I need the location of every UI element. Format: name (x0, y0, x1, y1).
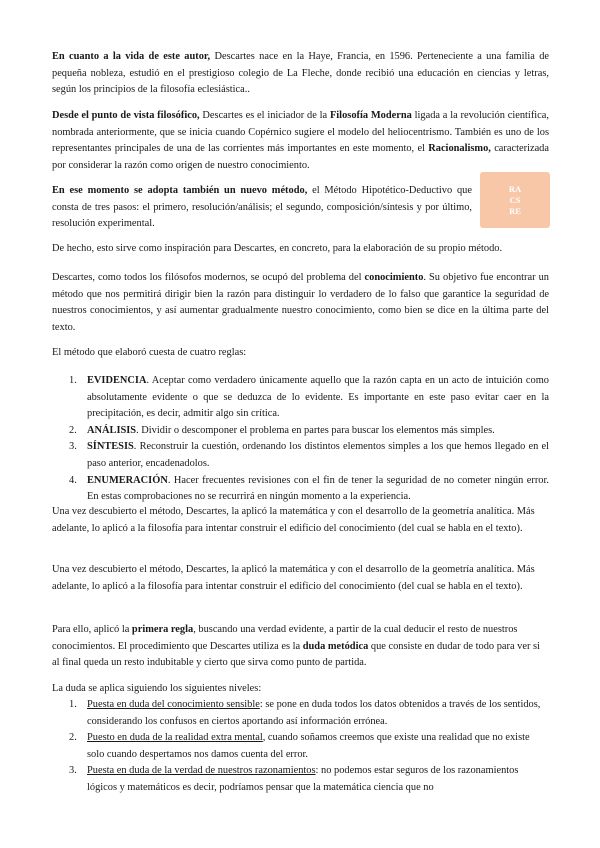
bold-term: Filosofía Moderna (329, 110, 412, 121)
paragraph-text: ligada a la revolución científica, nombrada anteriormente, que se inicia cuando Copérnico sugiere el modelo del heliocentrismo. También es uno de los representantes principales de una de las corrientes más importantes en este momento, el (52, 110, 549, 155)
rule-text: . Hacer frecuentes revisiones con el fin de tener la seguridad de no cometer ningún error. En estas comprobaciones no se recurrirá en ningún momento a la experiencia. (87, 474, 549, 503)
paragraph-application: Una vez descubierto el método, Descartes, la aplicó la matemática y con el desarrollo de la geometría analítica. Más adelante, lo aplicó a la filosofía para intentar construir el edificio del conocimiento (del cual se habla en el texto). (52, 506, 535, 534)
paragraph-application-repeat: Una vez descubierto el método, Descartes, la aplicó la matemática y con el desarrollo de la geometría analítica. Más adelante, lo aplicó a la filosofía para intentar construir el edificio del conocimiento (del cual se habla en el texto). (52, 564, 535, 592)
paragraph-philosophy (52, 108, 549, 174)
paragraph-rules-intro: El método que elaboró cuesta de cuatro reglas: (52, 347, 247, 358)
rule-text: . Dividir o descomponer el problema en partes para buscar los elementos más simples. (136, 424, 495, 436)
level-name: Puesta en duda de la verdad de nuestros razonamientos (87, 765, 316, 777)
paragraph-text: caracterizada por considerar la razón como origen de nuestro conocimiento. (52, 143, 549, 171)
rule-name: EVIDENCIA (87, 375, 147, 386)
list-number: 3. (69, 765, 77, 777)
paragraph-text: Para ello, aplicó la (52, 624, 132, 635)
level-text: : se pone en duda todos los datos obtenidos a través de los sentidos, considerando los confusos en ciertos aportando así información errónea. (87, 699, 541, 727)
list-number: 1. (69, 699, 77, 710)
list-item (52, 697, 549, 730)
level-name: Puesto en duda de la realidad extra mental (87, 732, 263, 744)
rule-text: . Reconstruir la cuestión, ordenando los distintos elementos simples a los que hemos llegado en el paso anterior, encadenadolos. (87, 441, 549, 469)
paragraph-text: Descartes es el iniciador de la (199, 110, 330, 121)
rule-text: . Aceptar como verdadero únicamente aquello que la razón capta en un acto de intuición como absolutamente evidente o que se deduzca de lo evidente. Es importante en este paso evitar caer en la precipitación, es decir, admitir algo sin crítica. (87, 375, 549, 420)
bold-lead: En ese momento se adopta también un nuevo método, (52, 185, 308, 196)
paragraph-inspiration: De hecho, esto sirve como inspiración para Descartes, en concreto, para la elaboración de su propio método. (52, 243, 503, 254)
list-item (52, 763, 549, 796)
list-item (52, 439, 549, 472)
rule-name: ANÁLISIS (87, 424, 137, 436)
paragraph-text: Descartes nace en la Haye, Francia, en 1596. Perteneciente a una familia de pequeña nobleza, estudió en el prestigioso colegio de La Fleche, donde recibió una educación en ciencias y letras, según los principios de la filosofía eclesiástica.. (52, 51, 550, 96)
paragraph-first-rule (52, 622, 549, 672)
list-number: 3. (69, 441, 77, 453)
list-item (52, 373, 549, 423)
level-text: , cuando soñamos creemos que existe una realidad que no existe solo cuando despertamos nos damos cuenta del error. (87, 732, 530, 760)
badge-line: RE (509, 205, 521, 216)
badge-line: RA (508, 183, 522, 194)
bold-term: Racionalismo, (428, 143, 491, 155)
paragraph-life (52, 49, 549, 99)
paragraph-text: , buscando una verdad evidente, a partir de la cual deducir el resto de nuestros conocimientos. El procedimiento que Descartes utiliza es la (52, 624, 518, 652)
bold-term: duda metódica (302, 640, 369, 652)
rules-list (52, 373, 549, 506)
rule-name: ENUMERACIÓN (87, 474, 168, 486)
list-item (52, 473, 549, 506)
paragraph-knowledge (52, 270, 549, 336)
doubt-levels-list (52, 697, 549, 797)
bold-term: primera regla (131, 624, 194, 635)
paragraph-text: Descartes, como todos los filósofos modernos, se ocupó del problema del (52, 272, 365, 283)
paragraph-text: . Su objetivo fue encontrar un método que nos permitirá dirigir bien la razón para distinguir lo verdadero de lo falso que garantice la seguridad de nuestros conocimientos, y así aumentar gradualmente nuestro conocimiento, como bien se dice en la última parte del texto. (52, 272, 549, 333)
paragraph-text: que consiste en dudar de todo para ver si al final queda un resto indubitable y cierto que sirva como punto de partida. (52, 640, 540, 669)
list-item (52, 423, 549, 440)
bold-lead: Desde el punto de vista filosófico, (52, 110, 200, 121)
rule-name: SÍNTESIS (87, 441, 134, 453)
bold-term: conocimiento (364, 272, 424, 283)
list-item (52, 730, 549, 763)
level-name: Puesta en duda del conocimiento sensible (87, 699, 260, 710)
level-text: : no podemos estar seguros de los razonamientos lógicos y matemáticos es decir, podríamos pensar que la matemática ciencia que no (87, 765, 519, 793)
list-number: 4. (69, 474, 77, 486)
paragraph-method (52, 183, 472, 233)
paragraph-doubt-intro: La duda se aplica siguiendo los siguientes niveles: (52, 683, 262, 694)
list-number: 2. (69, 732, 77, 744)
method-badge (480, 172, 550, 228)
list-number: 1. (69, 375, 77, 386)
bold-lead: En cuanto a la vida de este autor, (52, 51, 211, 62)
paragraph-text: el Método Hipotético-Deductivo que consta de tres pasos: el primero, resolución/análisis; el segundo, composición/síntesis y por último, resolución experimental. (52, 185, 472, 230)
list-number: 2. (69, 424, 77, 436)
badge-line: CS (509, 194, 521, 205)
